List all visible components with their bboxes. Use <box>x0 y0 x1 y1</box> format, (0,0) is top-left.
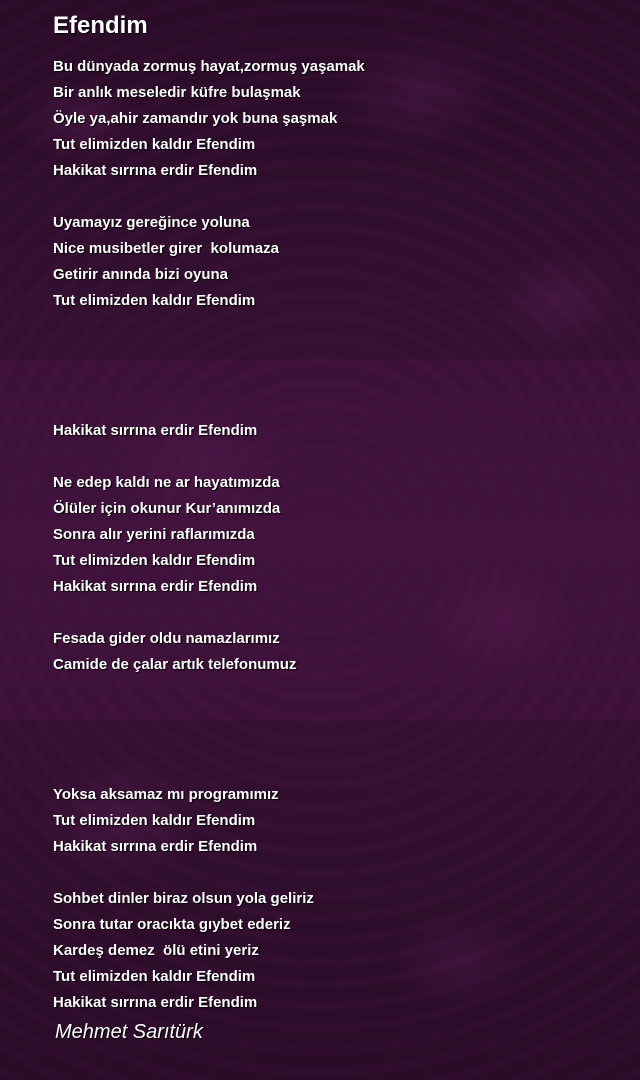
stanza-break <box>53 366 613 392</box>
poem-line: Ne edep kaldı ne ar hayatımızda <box>53 474 280 491</box>
poem-line: Getirir anında bizi oyuna <box>53 266 229 283</box>
poem-line: Tut elimizden kaldır Efendim <box>53 812 256 829</box>
poem-title: Efendim <box>53 12 148 39</box>
poem-line: Sohbet dinler biraz olsun yola geliriz <box>53 890 314 907</box>
poem-line: Öyle ya,ahir zamandır yok buna şaşmak <box>53 110 338 127</box>
poem-line: Hakikat sırrına erdir Efendim <box>53 994 258 1011</box>
stanza-break <box>53 678 613 704</box>
poem-line: Hakikat sırrına erdir Efendim <box>53 162 258 179</box>
stanza-break <box>53 756 613 782</box>
poem-line: Camide de çalar artık telefonumuz <box>53 656 297 673</box>
poem-line: Hakikat sırrına erdir Efendim <box>53 422 258 439</box>
poem-author: Mehmet Sarıtürk <box>55 1021 203 1043</box>
poem-line: Bu dünyada zormuş hayat,zormuş yaşamak <box>53 58 365 75</box>
stanza-break <box>53 314 613 340</box>
poem-body <box>53 54 613 1016</box>
stanza-break <box>53 730 613 756</box>
poem-line: Yoksa aksamaz mı programımız <box>53 786 279 803</box>
stanza-break <box>53 184 613 210</box>
poem-line: Kardeş demez ölü etini yeriz <box>53 942 259 959</box>
poem-line: Tut elimizden kaldır Efendim <box>53 136 256 153</box>
poem-line: Nice musibetler girer kolumaza <box>53 240 279 257</box>
poem-line: Bir anlık meseledir küfre bulaşmak <box>53 84 301 101</box>
poem-line: Sonra tutar oracıkta gıybet ederiz <box>53 916 291 933</box>
poem-line: Ölüler için okunur Kur’anımızda <box>53 500 281 517</box>
poem-line: Tut elimizden kaldır Efendim <box>53 968 256 985</box>
poem-line: Tut elimizden kaldır Efendim <box>53 292 256 309</box>
poem-line: Hakikat sırrına erdir Efendim <box>53 578 258 595</box>
stanza-break <box>53 704 613 730</box>
poem-line: Tut elimizden kaldır Efendim <box>53 552 256 569</box>
poem-container <box>53 12 613 1016</box>
stanza-break <box>53 444 613 470</box>
poem-line: Fesada gider oldu namazlarımız <box>53 630 280 647</box>
poem-line: Uyamayız gereğince yoluna <box>53 214 250 231</box>
poem-line: Hakikat sırrına erdir Efendim <box>53 838 258 855</box>
poem-line: Sonra alır yerini raflarımızda <box>53 526 255 543</box>
stanza-break <box>53 600 613 626</box>
stanza-break <box>53 340 613 366</box>
stanza-break <box>53 392 613 418</box>
stanza-break <box>53 860 613 886</box>
